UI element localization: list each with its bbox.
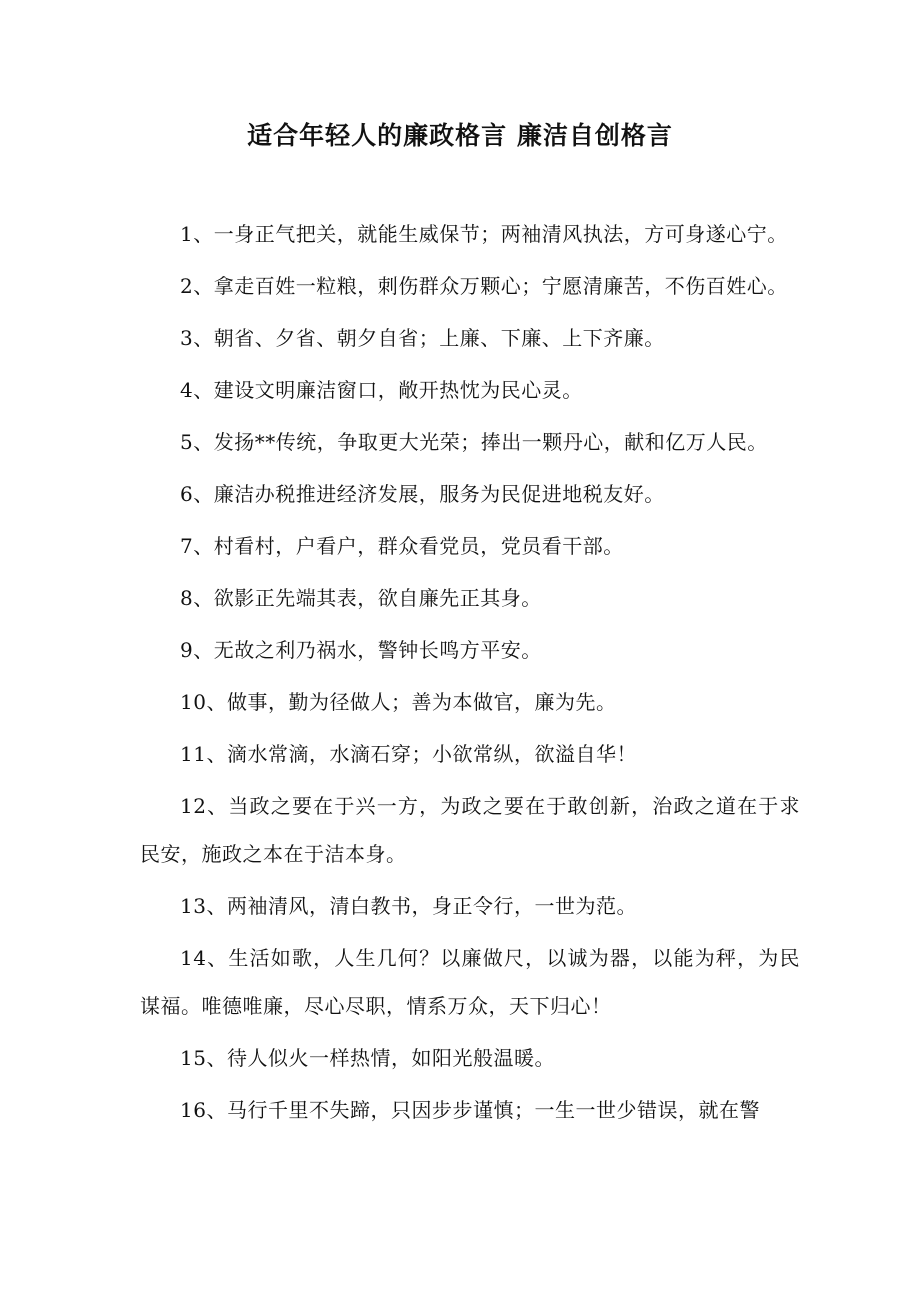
motto-item: 6、廉洁办税推进经济发展，服务为民促进地税友好。 xyxy=(180,482,665,506)
motto-item: 7、村看村，户看户，群众看党员，党员看干部。 xyxy=(180,534,624,558)
document-title: 适合年轻人的廉政格言 廉洁自创格言 xyxy=(247,121,673,150)
motto-item: 8、欲影正先端其表，欲自廉先正其身。 xyxy=(180,586,542,610)
motto-item: 2、拿走百姓一粒粮，刺伤群众万颗心；宁愿清廉苦，不伤百姓心。 xyxy=(180,274,788,298)
motto-item: 13、两袖清风，清白教书，身正令行，一世为范。 xyxy=(180,894,637,918)
motto-list xyxy=(140,210,800,1138)
motto-item: 5、发扬**传统，争取更大光荣；捧出一颗丹心，献和亿万人民。 xyxy=(180,430,768,454)
motto-item: 14、生活如歌，人生几何？以廉做尺，以诚为器，以能为秤，为民谋福。唯德唯廉，尽心尽职，情系万众，天下归心！ xyxy=(140,946,800,1018)
motto-item: 11、滴水常滴，水滴石穿；小欲常纵，欲溢自华！ xyxy=(180,742,637,766)
motto-item: 12、当政之要在于兴一方，为政之要在于敢创新，治政之道在于求民安，施政之本在于洁本身。 xyxy=(140,794,800,866)
motto-item: 15、待人似火一样热情，如阳光般温暖。 xyxy=(180,1046,555,1070)
motto-item: 3、朝省、夕省、朝夕自省；上廉、下廉、上下齐廉。 xyxy=(180,326,665,350)
motto-item: 9、无故之利乃祸水，警钟长鸣方平安。 xyxy=(180,638,542,662)
motto-item: 1、一身正气把关，就能生威保节；两袖清风执法，方可身遂心宁。 xyxy=(180,222,788,246)
motto-item: 10、做事，勤为径做人；善为本做官，廉为先。 xyxy=(180,690,617,714)
motto-item: 16、马行千里不失蹄，只因步步谨慎；一生一世少错误，就在警 xyxy=(180,1098,760,1122)
motto-item: 4、建设文明廉洁窗口，敞开热忱为民心灵。 xyxy=(180,378,583,402)
